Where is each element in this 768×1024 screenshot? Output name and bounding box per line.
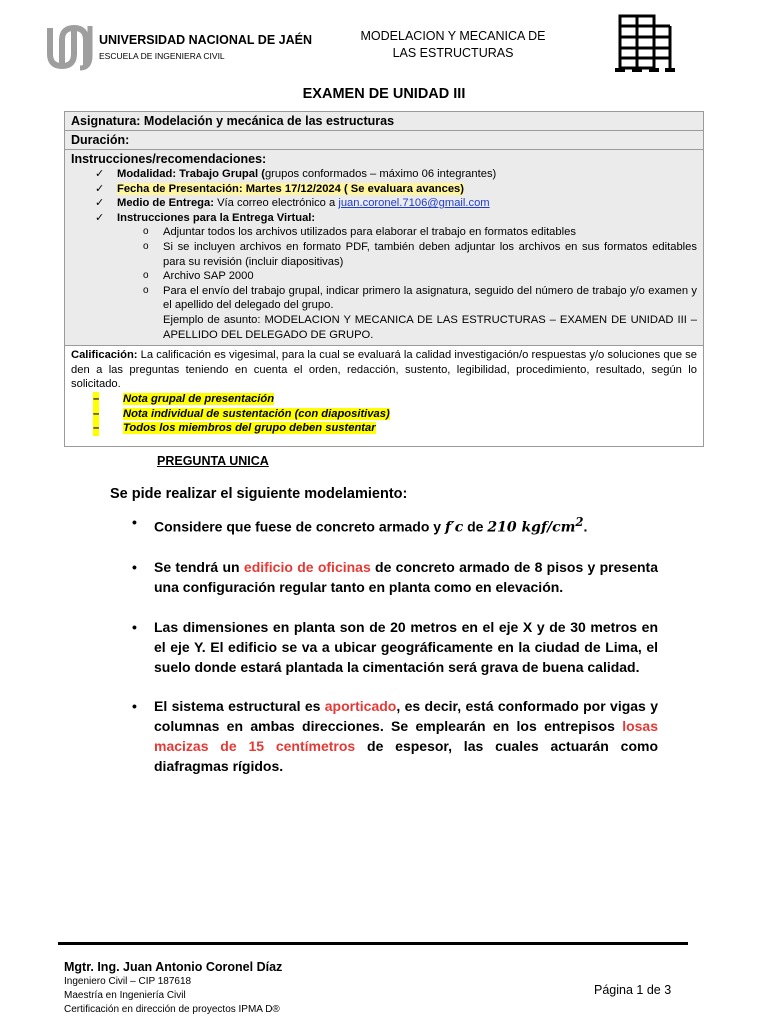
bullet-icon: • [132, 619, 137, 636]
email-link[interactable]: juan.coronel.7106@gmail.com [338, 197, 490, 210]
dash-bullet: – [93, 422, 100, 435]
school-name: ESCUELA DE INGENIERA CIVIL [99, 51, 225, 61]
virtual-delivery-label: Instrucciones para la Entrega Virtual: [117, 211, 316, 224]
requirement-text: El sistema estructural es [154, 698, 325, 715]
bullet-icon: • [132, 698, 137, 715]
virtual-delivery-item [95, 211, 697, 342]
sub-item [143, 284, 697, 342]
delivery-label: Medio de Entrega: [117, 197, 214, 210]
highlighted-text: losas macizas de 15 centímetros [154, 718, 658, 755]
footer-divider [58, 942, 688, 945]
author-credential: Certificación en dirección de proyectos IPMA D® [64, 1004, 280, 1015]
grading-label: Calificación: [71, 349, 138, 362]
sub-item [143, 240, 697, 269]
question-title: PREGUNTA UNICA [157, 454, 269, 468]
university-logo [44, 20, 96, 72]
subject-row: Asignatura: Modelación y mecánica de las estructuras [65, 112, 703, 131]
circle-bullet-icon: o [143, 240, 149, 252]
requirement-text: de [463, 518, 488, 535]
requirement-text: Las dimensiones en planta son de 20 metros en el eje X y de 30 metros en el eje Y. El edificio se va a ubicar geográficamente en la ciudad de Lima, el suelo donde estará plantada la cimentación será grava de buena calidad. [154, 619, 658, 675]
presentation-date: Fecha de Presentación: Martes 17/12/2024 ( Se evaluara avances) [117, 182, 465, 195]
dash-bullet: – [93, 392, 100, 405]
grading-note-text: Todos los miembros del grupo deben sustentar [123, 422, 376, 435]
sub-item [143, 269, 697, 284]
requirement-text: . [583, 518, 588, 535]
course-title-line-1: MODELACION Y MECANICA DE [360, 29, 546, 43]
requirement-text: , es decir, está conformado por vigas y columnas en ambas direcciones. Se emplearán en los entrepisos [154, 698, 658, 735]
virtual-delivery-sublist [117, 225, 697, 342]
sub-item-text: Si se incluyen archivos en formato PDF, también deben adjuntar los archivos en sus formatos editables para su revisión (incluir diapositivas) [163, 240, 697, 268]
grading-text: La calificación es vigesimal, para la cual se evaluará la calidad investigación/o respuestas y/o soluciones que se den a las preguntas teniendo en cuenta el orden, redacción, sustento, legibilidad, procedimiento, resultado, según lo solicitado. [71, 349, 697, 391]
exam-info-table [64, 111, 704, 447]
checkmark-icon: ✓ [95, 182, 105, 195]
instructions-list [71, 167, 697, 342]
page-number: Página 1 de 3 [594, 983, 672, 997]
instructions-section [65, 150, 703, 346]
requirement-text: de espesor, las cuales actuarán como diafragmas rígidos. [154, 738, 658, 774]
grading-note-text: Nota grupal de presentación [123, 392, 275, 405]
question-intro: Se pide realizar el siguiente modelamiento: [110, 486, 408, 502]
sub-item [143, 225, 697, 240]
requirement-text: de concreto armado de 8 pisos y presenta una configuración regular tanto en planta como en elevación. [154, 559, 658, 596]
requirement-item [130, 558, 658, 598]
requirement-text: Se tendrá un [154, 559, 244, 576]
sub-item-text: Para el envío del trabajo grupal, indicar primero la asignatura, seguido del número de trabajo y/o examen y el apellido del delegado del grupo. [163, 284, 697, 312]
checkmark-icon: ✓ [95, 168, 105, 180]
instructions-heading: Instrucciones/recomendaciones: [71, 152, 267, 166]
requirement-text: Considere que fuese de concreto armado y [154, 518, 445, 535]
circle-bullet-icon: o [143, 270, 149, 282]
requirement-item [130, 513, 658, 538]
circle-bullet-icon: o [143, 284, 149, 296]
grading-note-text: Nota individual de sustentación (con diapositivas) [123, 407, 390, 420]
exam-title: EXAMEN DE UNIDAD III [302, 86, 466, 102]
requirement-item [130, 618, 658, 677]
delivery-text: Vía correo electrónico a [213, 197, 339, 210]
sub-item-text: Archivo SAP 2000 [163, 270, 254, 283]
author-name: Mgtr. Ing. Juan Antonio Coronel Díaz [64, 960, 283, 974]
circle-bullet-icon: o [143, 226, 149, 238]
dash-bullet: – [93, 407, 100, 420]
exponent: 2 [575, 515, 584, 529]
sub-item-text: Adjuntar todos los archivos utilizados para elaborar el trabajo en formatos editables [163, 226, 576, 239]
building-frame-icon [610, 12, 680, 78]
bullet-icon: • [132, 514, 137, 530]
grading-section [65, 346, 703, 446]
concrete-strength-value: 210 kgf/cm [487, 519, 576, 536]
grading-notes [71, 392, 697, 436]
duration-row: Duración: [65, 131, 703, 150]
course-title-line-2: LAS ESTRUCTURAS [392, 46, 514, 60]
course-title [340, 28, 566, 62]
checkmark-icon: ✓ [95, 197, 105, 210]
highlighted-text: edificio de oficinas [243, 559, 371, 576]
question-requirements [130, 513, 658, 797]
requirement-item [130, 697, 658, 776]
subject-example: Ejemplo de asunto: MODELACION Y MECANICA DE LAS ESTRUCTURAS – EXAMEN DE UNIDAD III – APELLIDO DEL DELEGADO DE GRUPO. [163, 313, 697, 341]
author-credential: Maestría en Ingeniería Civil [64, 990, 186, 1001]
grading-note [93, 421, 697, 436]
checkmark-icon: ✓ [95, 211, 105, 224]
grading-note [93, 392, 697, 407]
date-item [95, 182, 697, 197]
author-credential: Ingeniero Civil – CIP 187618 [64, 976, 192, 987]
grading-note [93, 407, 697, 422]
modality-text: grupos conformados – máximo 06 integrantes) [264, 168, 497, 180]
delivery-item [95, 196, 697, 211]
bullet-icon: • [132, 559, 137, 576]
modality-item [95, 167, 697, 182]
highlighted-text: aporticado [324, 698, 397, 715]
university-name: UNIVERSIDAD NACIONAL DE JAÉN [99, 33, 312, 47]
concrete-strength-symbol: f′c [444, 519, 464, 536]
modality-label: Modalidad: Trabajo Grupal ( [117, 168, 265, 180]
